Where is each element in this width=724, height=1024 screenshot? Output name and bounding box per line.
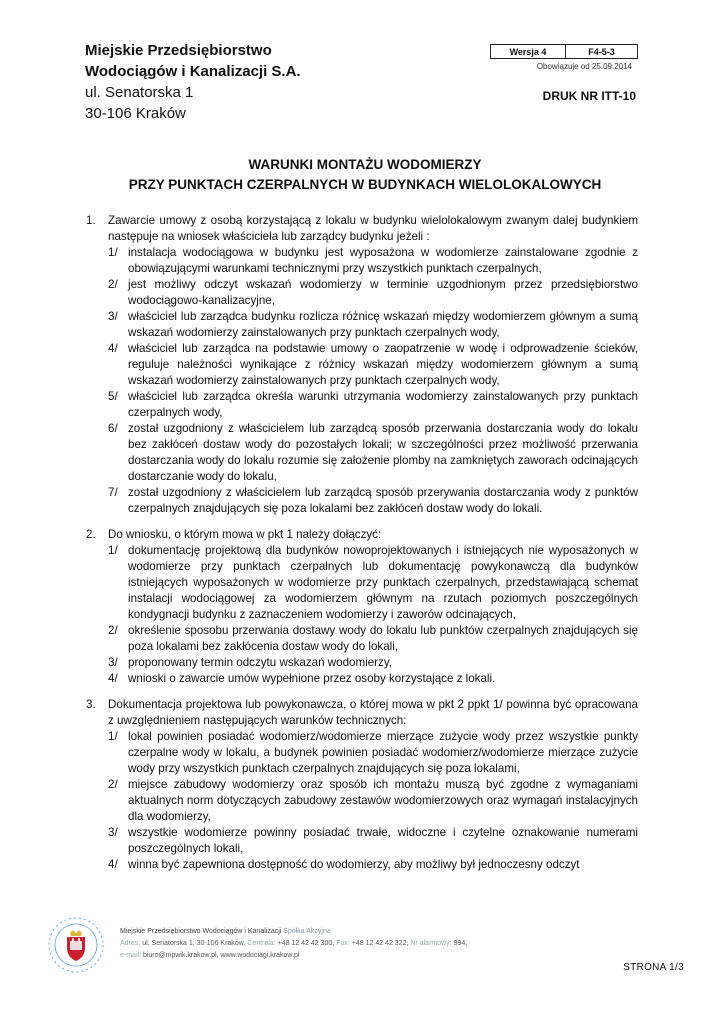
- company-address-city: 30-106 Kraków: [85, 105, 186, 122]
- section-2: [86, 527, 638, 687]
- section-intro: Dokumentacja projektowa lub powykonawcza, o której mowa w pkt 2 ppkt 1/ powinna być opracowana z uwzględnieniem następujących warunków technicznych:: [108, 698, 638, 727]
- list-item-number: 3/: [108, 826, 118, 839]
- form-code: F4-5-3: [588, 46, 615, 57]
- list-item: [108, 655, 638, 671]
- list-item: [108, 857, 638, 873]
- list-item-number: 2/: [108, 624, 118, 637]
- list-item-text: został uzgodniony z właścicielem lub zarządcą sposób przerwania dostarczania wody do lokalu bez zakłóceń dostaw wody do pozostałych lokali; w szczególności przez możliwość przerwania dostarczania wody do lokalu rozumie się założenie plomby na zamkniętych zaworach odcinających dostarczanie wody do lokalu,: [128, 422, 638, 483]
- list-item-number: 5/: [108, 390, 118, 403]
- list-item-text: właściciel lub zarządca na podstawie umowy o zaopatrzenie w wodę i odprowadzenie ścieków, reguluje należności wynikające z różnicy wskazań między wodomierzem głównym a sumą wskazań wodomierzy zainstalowanych przy punktach czerpalnych wody,: [128, 342, 638, 387]
- list-item-number: 2/: [108, 278, 118, 291]
- list-item: [108, 825, 638, 857]
- footer-fax: +48 12 42 42 322,: [351, 940, 409, 947]
- company-name-line2: Wodociągów i Kanalizacji S.A.: [85, 63, 301, 80]
- document-body: [86, 213, 638, 873]
- list-item-number: 4/: [108, 342, 118, 355]
- mpwik-logo-icon: [46, 915, 106, 975]
- company-name-line1: Miejskie Przedsiębiorstwo: [85, 42, 272, 59]
- company-block: [85, 40, 365, 124]
- section-intro: Zawarcie umowy z osobą korzystającą z lokalu w budynku wielolokalowym zwanym dalej budynkiem następuje na wniosek właściciela lub zarządcy budynku jeżeli :: [108, 214, 638, 243]
- footer-address-label: Adres:: [120, 940, 141, 947]
- list-item-text: instalacja wodociągowa w budynku jest wyposażona w wodomierze zainstalowane zgodnie z obowiązującymi warunkami technicznymi przy wszystkich punktach czerpalnych,: [128, 246, 638, 275]
- list-item: [108, 309, 638, 341]
- footer-phone-label: Centrala:: [247, 940, 276, 947]
- footer-contact: [120, 926, 540, 962]
- document-title: [60, 155, 670, 195]
- list-item-text: winna być zapewniona dostępność do wodomierzy, aby możliwy był jednoczesny odczyt: [128, 858, 580, 871]
- list-item: [108, 341, 638, 389]
- form-number: DRUK NR ITT-10: [542, 89, 636, 103]
- list-item-text: właściciel lub zarządca budynku rozlicza różnicę wskazań między wodomierzem głównym a sumą wskazań wodomierzy zainstalowanych przy punktach czerpalnych wody,: [128, 310, 638, 339]
- title-line1: WARUNKI MONTAŻU WODOMIERZY: [248, 157, 482, 172]
- list-item: [108, 543, 638, 623]
- page-number: STRONA 1/3: [623, 962, 684, 973]
- list-item-text: miejsce zabudowy wodomierzy oraz sposób ich montażu muszą być zgodne z wymaganiami aktualnych norm dotyczących zabudowy zestawów wodomierzowych oraz wymagań instalacyjnych dla wodomierzy,: [128, 778, 638, 823]
- list-item: [108, 421, 638, 485]
- version-box: [490, 44, 638, 59]
- company-address-street: ul. Senatorska 1: [85, 84, 194, 101]
- list-item: [108, 485, 638, 517]
- list-item-number: 7/: [108, 486, 118, 499]
- list-item-text: proponowany termin odczytu wskazań wodomierzy,: [128, 656, 392, 669]
- list-item: [108, 729, 638, 777]
- list-item-number: 2/: [108, 778, 118, 791]
- section-number: 2.: [86, 528, 96, 541]
- list-item-text: jest możliwy odczyt wskazań wodomierzy w terminie uzgodnionym przez przedsiębiorstwo wodociągowo-kanalizacyjne,: [128, 278, 638, 307]
- footer-company-type: Spółka Akcyjna: [283, 928, 331, 935]
- footer-email-label: e-mail:: [120, 952, 142, 959]
- section-number: 3.: [86, 698, 96, 711]
- list-item-number: 1/: [108, 730, 118, 743]
- section-3: [86, 697, 638, 873]
- list-item: [108, 777, 638, 825]
- list-item-text: został uzgodniony z właścicielem lub zarządcą sposób przerywania dostarczania wody z punktów czerpalnych znajdujących się poza lokalami bez zakłóceń dostaw wody do lokali.: [128, 486, 638, 515]
- list-item: [108, 245, 638, 277]
- footer-email-link[interactable]: biuro@mpwik.krakow.pl, www.wodociagi.krakow.pl: [142, 952, 300, 959]
- title-line2: PRZY PUNKTACH CZERPALNYCH W BUDYNKACH WIELOLOKALOWYCH: [128, 177, 602, 192]
- section-intro: Do wniosku, o którym mowa w pkt 1 należy dołączyć:: [108, 528, 382, 541]
- list-item-number: 3/: [108, 310, 118, 323]
- list-item-number: 4/: [108, 672, 118, 685]
- footer-emergency-label: Nr alarmowy:: [410, 940, 452, 947]
- list-item-number: 3/: [108, 656, 118, 669]
- list-item-number: 1/: [108, 246, 118, 259]
- list-item: [108, 277, 638, 309]
- list-item-number: 4/: [108, 858, 118, 871]
- list-item-number: 1/: [108, 544, 118, 557]
- list-item: [108, 623, 638, 655]
- list-item-text: wszystkie wodomierze powinny posiadać trwałe, widoczne i czytelne oznakowanie numerami poszczególnych lokali,: [128, 826, 638, 855]
- list-item-text: dokumentację projektową dla budynków nowoprojektowanych i istniejących nie wyposażonych w wodomierze przy punktach czerpalnych lub dokumentację powykonawczą dla budynków istniejących wyposażonych w wodomierze przy punktach czerpalnych, przedstawiającą schemat instalacji wodociągowej za wodomierzem głównym na rzutach poziomych poszczególnych kondygnacji budynku z zaznaczeniem wodomierzy i zaworów odcinających,: [128, 544, 638, 621]
- list-item-number: 6/: [108, 422, 118, 435]
- valid-from: Obowiązuje od 25.09.2014: [536, 62, 632, 71]
- list-item-text: właściciel lub zarządca określa warunki utrzymania wodomierzy zainstalowanych przy punktach czerpalnych wody,: [128, 390, 638, 419]
- section-number: 1.: [86, 214, 96, 227]
- footer-phone: +48 12 42 42 300,: [277, 940, 335, 947]
- version-label: Wersja 4: [491, 45, 566, 58]
- list-item-text: lokal powinien posiadać wodomierz/wodomierze mierzące zużycie wody przez wszystkie punkty czerpalne wody w lokalu, a budynek powinien posiadać wodomierz/wodomierze mierzące zużycie wody przy wszystkich punktach czerpalnych znajdujących się poza lokalami,: [128, 730, 638, 775]
- footer-fax-label: Fax:: [336, 940, 350, 947]
- list-item: [108, 671, 638, 687]
- list-item-text: określenie sposobu przerwania dostawy wody do lokalu lub punktów czerpalnych znajdujących się poza lokalami bez zakłócenia dostaw wody do lokali,: [128, 624, 638, 653]
- list-item: [108, 389, 638, 421]
- footer-emergency: 994,: [453, 940, 468, 947]
- section-1: [86, 213, 638, 517]
- footer-address: ul. Senatorska 1, 30-106 Kraków,: [142, 940, 246, 947]
- footer-company: Miejskie Przedsiębiorstwo Wodociągów i Kanalizacji: [120, 928, 282, 935]
- list-item-text: wnioski o zawarcie umów wypełnione przez osoby korzystające z lokali.: [128, 672, 496, 685]
